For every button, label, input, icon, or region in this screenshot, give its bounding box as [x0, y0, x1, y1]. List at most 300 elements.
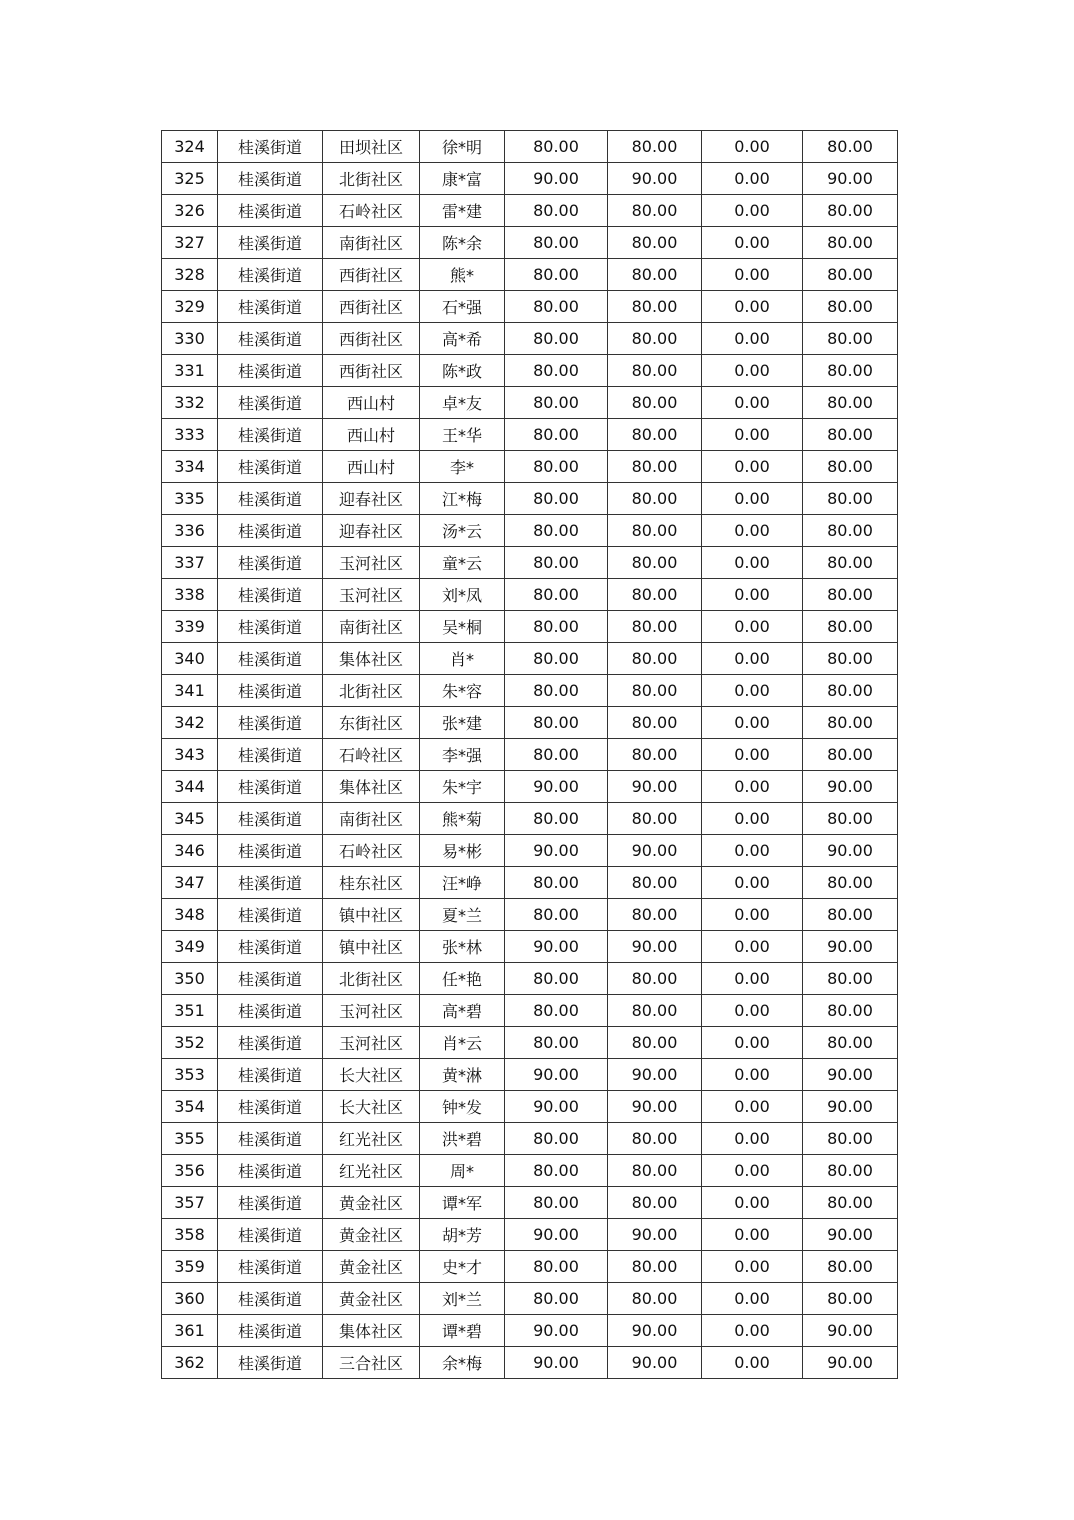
community-cell: 长大社区: [323, 1059, 420, 1091]
amount-c-cell: 0.00: [702, 291, 803, 323]
table-row: [162, 995, 898, 1027]
street-cell: 桂溪街道: [218, 963, 323, 995]
street-cell: 桂溪街道: [218, 1155, 323, 1187]
community-cell: 迎春社区: [323, 515, 420, 547]
amount-b-cell: 80.00: [608, 643, 702, 675]
community-cell: 迎春社区: [323, 483, 420, 515]
table-row: [162, 579, 898, 611]
row-index-cell: 345: [162, 803, 218, 835]
amount-b-cell: 80.00: [608, 867, 702, 899]
amount-b-cell: 90.00: [608, 771, 702, 803]
row-index-cell: 327: [162, 227, 218, 259]
amount-c-cell: 0.00: [702, 131, 803, 163]
table-row: [162, 1283, 898, 1315]
row-index-cell: 349: [162, 931, 218, 963]
amount-b-cell: 80.00: [608, 515, 702, 547]
community-cell: 长大社区: [323, 1091, 420, 1123]
street-cell: 桂溪街道: [218, 1219, 323, 1251]
amount-d-cell: 90.00: [803, 1059, 898, 1091]
amount-d-cell: 80.00: [803, 1155, 898, 1187]
street-cell: 桂溪街道: [218, 803, 323, 835]
amount-b-cell: 80.00: [608, 387, 702, 419]
amount-b-cell: 80.00: [608, 579, 702, 611]
row-index-cell: 357: [162, 1187, 218, 1219]
community-cell: 西山村: [323, 419, 420, 451]
name-cell: 肖*云: [420, 1027, 505, 1059]
amount-a-cell: 90.00: [505, 163, 608, 195]
name-cell: 夏*兰: [420, 899, 505, 931]
row-index-cell: 360: [162, 1283, 218, 1315]
amount-c-cell: 0.00: [702, 387, 803, 419]
row-index-cell: 341: [162, 675, 218, 707]
amount-c-cell: 0.00: [702, 355, 803, 387]
row-index-cell: 356: [162, 1155, 218, 1187]
street-cell: 桂溪街道: [218, 259, 323, 291]
name-cell: 陈*政: [420, 355, 505, 387]
table-row: [162, 131, 898, 163]
amount-d-cell: 80.00: [803, 643, 898, 675]
street-cell: 桂溪街道: [218, 419, 323, 451]
amount-c-cell: 0.00: [702, 1123, 803, 1155]
amount-c-cell: 0.00: [702, 867, 803, 899]
table-row: [162, 1155, 898, 1187]
street-cell: 桂溪街道: [218, 163, 323, 195]
name-cell: 刘*兰: [420, 1283, 505, 1315]
row-index-cell: 351: [162, 995, 218, 1027]
amount-c-cell: 0.00: [702, 931, 803, 963]
street-cell: 桂溪街道: [218, 1347, 323, 1379]
community-cell: 黄金社区: [323, 1251, 420, 1283]
row-index-cell: 348: [162, 899, 218, 931]
amount-d-cell: 80.00: [803, 963, 898, 995]
name-cell: 刘*凤: [420, 579, 505, 611]
row-index-cell: 342: [162, 707, 218, 739]
amount-b-cell: 80.00: [608, 259, 702, 291]
community-cell: 西街社区: [323, 259, 420, 291]
amount-c-cell: 0.00: [702, 419, 803, 451]
amount-a-cell: 80.00: [505, 547, 608, 579]
community-cell: 集体社区: [323, 643, 420, 675]
row-index-cell: 353: [162, 1059, 218, 1091]
amount-c-cell: 0.00: [702, 643, 803, 675]
amount-d-cell: 90.00: [803, 835, 898, 867]
community-cell: 北街社区: [323, 675, 420, 707]
amount-b-cell: 80.00: [608, 547, 702, 579]
street-cell: 桂溪街道: [218, 1251, 323, 1283]
amount-a-cell: 90.00: [505, 771, 608, 803]
amount-b-cell: 80.00: [608, 291, 702, 323]
name-cell: 徐*明: [420, 131, 505, 163]
amount-a-cell: 80.00: [505, 131, 608, 163]
row-index-cell: 361: [162, 1315, 218, 1347]
row-index-cell: 337: [162, 547, 218, 579]
amount-d-cell: 80.00: [803, 259, 898, 291]
amount-b-cell: 90.00: [608, 1059, 702, 1091]
amount-b-cell: 80.00: [608, 803, 702, 835]
community-cell: 玉河社区: [323, 1027, 420, 1059]
name-cell: 朱*宇: [420, 771, 505, 803]
name-cell: 康*富: [420, 163, 505, 195]
amount-d-cell: 80.00: [803, 483, 898, 515]
name-cell: 史*才: [420, 1251, 505, 1283]
table-row: [162, 1059, 898, 1091]
street-cell: 桂溪街道: [218, 451, 323, 483]
community-cell: 西街社区: [323, 291, 420, 323]
row-index-cell: 331: [162, 355, 218, 387]
table-row: [162, 451, 898, 483]
name-cell: 卓*友: [420, 387, 505, 419]
name-cell: 汤*云: [420, 515, 505, 547]
row-index-cell: 325: [162, 163, 218, 195]
street-cell: 桂溪街道: [218, 1027, 323, 1059]
street-cell: 桂溪街道: [218, 1315, 323, 1347]
community-cell: 南街社区: [323, 227, 420, 259]
amount-a-cell: 80.00: [505, 355, 608, 387]
amount-d-cell: 90.00: [803, 931, 898, 963]
row-index-cell: 330: [162, 323, 218, 355]
amount-b-cell: 80.00: [608, 995, 702, 1027]
amount-b-cell: 90.00: [608, 163, 702, 195]
community-cell: 黄金社区: [323, 1187, 420, 1219]
amount-c-cell: 0.00: [702, 771, 803, 803]
community-cell: 西街社区: [323, 355, 420, 387]
row-index-cell: 362: [162, 1347, 218, 1379]
amount-d-cell: 90.00: [803, 163, 898, 195]
street-cell: 桂溪街道: [218, 227, 323, 259]
table-row: [162, 931, 898, 963]
row-index-cell: 340: [162, 643, 218, 675]
amount-b-cell: 80.00: [608, 1283, 702, 1315]
amount-c-cell: 0.00: [702, 227, 803, 259]
amount-a-cell: 80.00: [505, 1251, 608, 1283]
name-cell: 任*艳: [420, 963, 505, 995]
table-row: [162, 1187, 898, 1219]
amount-a-cell: 80.00: [505, 803, 608, 835]
amount-c-cell: 0.00: [702, 611, 803, 643]
amount-a-cell: 80.00: [505, 579, 608, 611]
amount-d-cell: 80.00: [803, 131, 898, 163]
amount-d-cell: 80.00: [803, 419, 898, 451]
table-row: [162, 771, 898, 803]
name-cell: 胡*芳: [420, 1219, 505, 1251]
table-row: [162, 483, 898, 515]
amount-b-cell: 80.00: [608, 739, 702, 771]
amount-b-cell: 80.00: [608, 419, 702, 451]
amount-b-cell: 90.00: [608, 1091, 702, 1123]
street-cell: 桂溪街道: [218, 387, 323, 419]
amount-c-cell: 0.00: [702, 1091, 803, 1123]
amount-b-cell: 80.00: [608, 1251, 702, 1283]
amount-d-cell: 80.00: [803, 547, 898, 579]
name-cell: 肖*: [420, 643, 505, 675]
amount-b-cell: 90.00: [608, 1219, 702, 1251]
amount-c-cell: 0.00: [702, 1315, 803, 1347]
amount-d-cell: 90.00: [803, 1091, 898, 1123]
amount-c-cell: 0.00: [702, 1187, 803, 1219]
amount-b-cell: 90.00: [608, 835, 702, 867]
amount-a-cell: 80.00: [505, 995, 608, 1027]
community-cell: 西山村: [323, 451, 420, 483]
amount-a-cell: 90.00: [505, 1059, 608, 1091]
row-index-cell: 334: [162, 451, 218, 483]
street-cell: 桂溪街道: [218, 131, 323, 163]
street-cell: 桂溪街道: [218, 1059, 323, 1091]
name-cell: 江*梅: [420, 483, 505, 515]
community-cell: 三合社区: [323, 1347, 420, 1379]
community-cell: 西街社区: [323, 323, 420, 355]
amount-a-cell: 80.00: [505, 1155, 608, 1187]
amount-a-cell: 80.00: [505, 707, 608, 739]
street-cell: 桂溪街道: [218, 355, 323, 387]
street-cell: 桂溪街道: [218, 835, 323, 867]
amount-b-cell: 90.00: [608, 1315, 702, 1347]
street-cell: 桂溪街道: [218, 611, 323, 643]
amount-c-cell: 0.00: [702, 803, 803, 835]
community-cell: 石岭社区: [323, 835, 420, 867]
table-row: [162, 419, 898, 451]
community-cell: 红光社区: [323, 1155, 420, 1187]
row-index-cell: 343: [162, 739, 218, 771]
table-row: [162, 1347, 898, 1379]
street-cell: 桂溪街道: [218, 1091, 323, 1123]
amount-b-cell: 80.00: [608, 899, 702, 931]
amount-d-cell: 80.00: [803, 1283, 898, 1315]
table-row: [162, 387, 898, 419]
amount-d-cell: 90.00: [803, 1219, 898, 1251]
amount-a-cell: 80.00: [505, 195, 608, 227]
row-index-cell: 358: [162, 1219, 218, 1251]
name-cell: 余*梅: [420, 1347, 505, 1379]
row-index-cell: 335: [162, 483, 218, 515]
amount-c-cell: 0.00: [702, 515, 803, 547]
name-cell: 朱*容: [420, 675, 505, 707]
amount-d-cell: 80.00: [803, 227, 898, 259]
amount-a-cell: 80.00: [505, 387, 608, 419]
table-row: [162, 355, 898, 387]
name-cell: 李*: [420, 451, 505, 483]
row-index-cell: 324: [162, 131, 218, 163]
amount-b-cell: 80.00: [608, 611, 702, 643]
amount-c-cell: 0.00: [702, 995, 803, 1027]
amount-a-cell: 90.00: [505, 835, 608, 867]
amount-a-cell: 80.00: [505, 323, 608, 355]
table-row: [162, 291, 898, 323]
amount-a-cell: 80.00: [505, 515, 608, 547]
amount-c-cell: 0.00: [702, 1347, 803, 1379]
amount-d-cell: 80.00: [803, 355, 898, 387]
amount-d-cell: 80.00: [803, 1187, 898, 1219]
table-row: [162, 1219, 898, 1251]
table-row: [162, 1027, 898, 1059]
amount-c-cell: 0.00: [702, 707, 803, 739]
name-cell: 高*碧: [420, 995, 505, 1027]
amount-c-cell: 0.00: [702, 1219, 803, 1251]
amount-b-cell: 80.00: [608, 195, 702, 227]
amount-d-cell: 80.00: [803, 899, 898, 931]
amount-a-cell: 80.00: [505, 867, 608, 899]
street-cell: 桂溪街道: [218, 771, 323, 803]
table-body: [162, 131, 898, 1379]
amount-b-cell: 80.00: [608, 1155, 702, 1187]
amount-a-cell: 80.00: [505, 739, 608, 771]
row-index-cell: 354: [162, 1091, 218, 1123]
amount-a-cell: 80.00: [505, 259, 608, 291]
community-cell: 镇中社区: [323, 899, 420, 931]
street-cell: 桂溪街道: [218, 515, 323, 547]
table-row: [162, 611, 898, 643]
amount-a-cell: 80.00: [505, 291, 608, 323]
community-cell: 玉河社区: [323, 995, 420, 1027]
street-cell: 桂溪街道: [218, 899, 323, 931]
amount-c-cell: 0.00: [702, 451, 803, 483]
amount-c-cell: 0.00: [702, 1155, 803, 1187]
row-index-cell: 332: [162, 387, 218, 419]
name-cell: 洪*碧: [420, 1123, 505, 1155]
community-cell: 集体社区: [323, 1315, 420, 1347]
table-row: [162, 675, 898, 707]
amount-b-cell: 90.00: [608, 1347, 702, 1379]
table-row: [162, 1091, 898, 1123]
amount-c-cell: 0.00: [702, 579, 803, 611]
row-index-cell: 333: [162, 419, 218, 451]
community-cell: 集体社区: [323, 771, 420, 803]
community-cell: 田坝社区: [323, 131, 420, 163]
amount-c-cell: 0.00: [702, 259, 803, 291]
street-cell: 桂溪街道: [218, 323, 323, 355]
amount-d-cell: 80.00: [803, 1251, 898, 1283]
street-cell: 桂溪街道: [218, 707, 323, 739]
amount-d-cell: 80.00: [803, 803, 898, 835]
amount-a-cell: 90.00: [505, 931, 608, 963]
community-cell: 南街社区: [323, 803, 420, 835]
amount-c-cell: 0.00: [702, 483, 803, 515]
amount-c-cell: 0.00: [702, 963, 803, 995]
street-cell: 桂溪街道: [218, 291, 323, 323]
amount-c-cell: 0.00: [702, 1283, 803, 1315]
amount-d-cell: 90.00: [803, 1315, 898, 1347]
street-cell: 桂溪街道: [218, 579, 323, 611]
amount-a-cell: 80.00: [505, 899, 608, 931]
amount-a-cell: 80.00: [505, 611, 608, 643]
amount-d-cell: 80.00: [803, 675, 898, 707]
community-cell: 玉河社区: [323, 579, 420, 611]
amount-b-cell: 80.00: [608, 323, 702, 355]
amount-c-cell: 0.00: [702, 195, 803, 227]
row-index-cell: 328: [162, 259, 218, 291]
street-cell: 桂溪街道: [218, 1123, 323, 1155]
amount-c-cell: 0.00: [702, 739, 803, 771]
amount-d-cell: 80.00: [803, 579, 898, 611]
amount-b-cell: 80.00: [608, 355, 702, 387]
community-cell: 石岭社区: [323, 195, 420, 227]
table-row: [162, 867, 898, 899]
amount-b-cell: 80.00: [608, 675, 702, 707]
row-index-cell: 350: [162, 963, 218, 995]
amount-d-cell: 80.00: [803, 739, 898, 771]
table-row: [162, 195, 898, 227]
street-cell: 桂溪街道: [218, 931, 323, 963]
row-index-cell: 339: [162, 611, 218, 643]
community-cell: 镇中社区: [323, 931, 420, 963]
row-index-cell: 336: [162, 515, 218, 547]
amount-d-cell: 80.00: [803, 707, 898, 739]
row-index-cell: 347: [162, 867, 218, 899]
amount-b-cell: 80.00: [608, 483, 702, 515]
amount-d-cell: 90.00: [803, 771, 898, 803]
amount-a-cell: 90.00: [505, 1091, 608, 1123]
amount-c-cell: 0.00: [702, 675, 803, 707]
community-cell: 红光社区: [323, 1123, 420, 1155]
community-cell: 石岭社区: [323, 739, 420, 771]
name-cell: 高*希: [420, 323, 505, 355]
amount-b-cell: 90.00: [608, 931, 702, 963]
table-row: [162, 707, 898, 739]
amount-c-cell: 0.00: [702, 1059, 803, 1091]
amount-a-cell: 80.00: [505, 1123, 608, 1155]
amount-a-cell: 90.00: [505, 1315, 608, 1347]
name-cell: 熊*菊: [420, 803, 505, 835]
street-cell: 桂溪街道: [218, 1283, 323, 1315]
community-cell: 玉河社区: [323, 547, 420, 579]
amount-a-cell: 80.00: [505, 1027, 608, 1059]
table-row: [162, 1123, 898, 1155]
amount-d-cell: 90.00: [803, 1347, 898, 1379]
amount-a-cell: 80.00: [505, 419, 608, 451]
amount-a-cell: 80.00: [505, 483, 608, 515]
name-cell: 熊*: [420, 259, 505, 291]
row-index-cell: 352: [162, 1027, 218, 1059]
table-row: [162, 835, 898, 867]
amount-d-cell: 80.00: [803, 323, 898, 355]
street-cell: 桂溪街道: [218, 739, 323, 771]
name-cell: 钟*发: [420, 1091, 505, 1123]
amount-a-cell: 80.00: [505, 227, 608, 259]
row-index-cell: 326: [162, 195, 218, 227]
name-cell: 谭*碧: [420, 1315, 505, 1347]
name-cell: 张*建: [420, 707, 505, 739]
community-cell: 东街社区: [323, 707, 420, 739]
amount-d-cell: 80.00: [803, 1027, 898, 1059]
table-row: [162, 643, 898, 675]
name-cell: 石*强: [420, 291, 505, 323]
street-cell: 桂溪街道: [218, 867, 323, 899]
amount-a-cell: 80.00: [505, 1187, 608, 1219]
amount-a-cell: 80.00: [505, 963, 608, 995]
amount-b-cell: 80.00: [608, 1123, 702, 1155]
amount-c-cell: 0.00: [702, 547, 803, 579]
table-row: [162, 259, 898, 291]
amount-d-cell: 80.00: [803, 1123, 898, 1155]
row-index-cell: 338: [162, 579, 218, 611]
data-table: [161, 130, 898, 1379]
street-cell: 桂溪街道: [218, 995, 323, 1027]
street-cell: 桂溪街道: [218, 675, 323, 707]
amount-d-cell: 80.00: [803, 451, 898, 483]
name-cell: 雷*建: [420, 195, 505, 227]
amount-a-cell: 80.00: [505, 451, 608, 483]
amount-d-cell: 80.00: [803, 387, 898, 419]
table-row: [162, 1251, 898, 1283]
amount-d-cell: 80.00: [803, 515, 898, 547]
amount-d-cell: 80.00: [803, 195, 898, 227]
amount-a-cell: 90.00: [505, 1347, 608, 1379]
table-row: [162, 963, 898, 995]
table-row: [162, 515, 898, 547]
name-cell: 王*华: [420, 419, 505, 451]
amount-c-cell: 0.00: [702, 835, 803, 867]
amount-a-cell: 80.00: [505, 643, 608, 675]
name-cell: 易*彬: [420, 835, 505, 867]
